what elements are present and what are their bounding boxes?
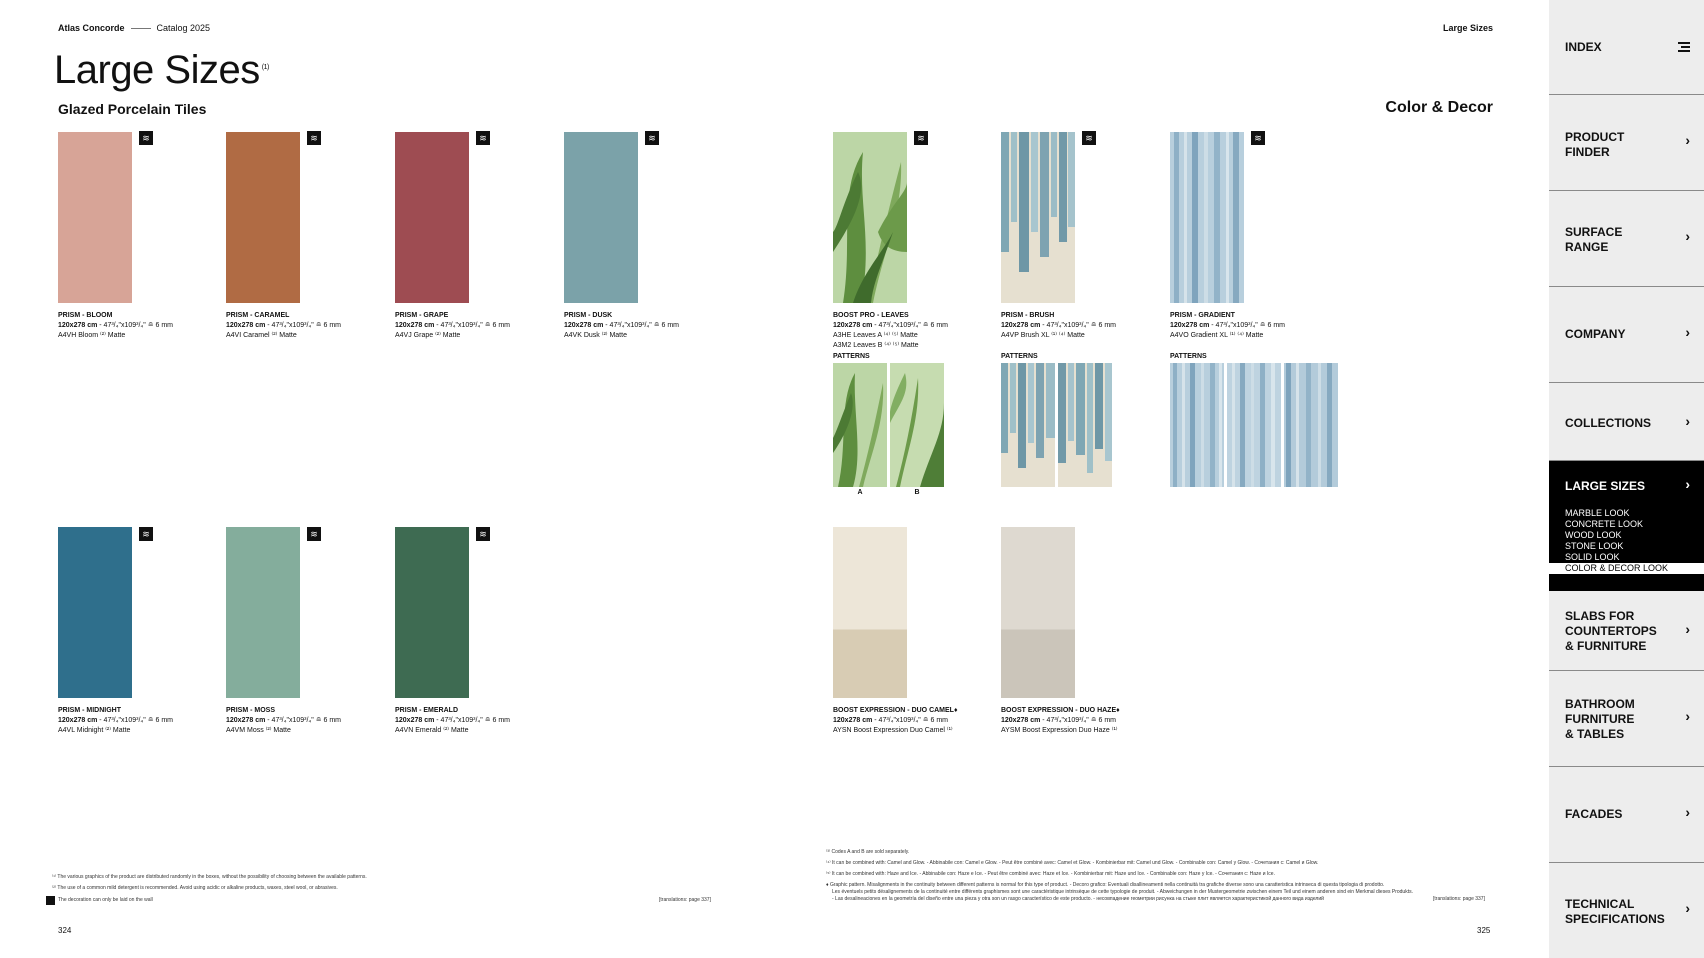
tile-code: A4VJ Grape ⁽²⁾ Matte (395, 332, 461, 339)
wall-decoration-icon: ≋ (476, 527, 490, 541)
tile-code: A4VK Dusk ⁽²⁾ Matte (564, 332, 627, 339)
sidebar-item-label: SLABS FOR COUNTERTOPS & FURNITURE (1565, 609, 1657, 653)
footnote: ⁽¹⁾ The various graphics of the product are distributed randomly in the boxes, without the possibility of choosing between the available patterns. (52, 874, 367, 880)
tile-swatch-brush[interactable] (1001, 132, 1075, 303)
pattern-leaves-a[interactable] (833, 363, 887, 487)
tile-swatch-gradient[interactable] (1170, 132, 1244, 303)
tile-name: BOOST EXPRESSION - DUO CAMEL♦ (833, 707, 958, 714)
tile-code-2: A3M2 Leaves B ⁽⁴⁾ ⁽⁵⁾ Matte (833, 342, 919, 349)
brand-header (58, 23, 210, 33)
chevron-right-icon: › (1685, 708, 1690, 724)
tile-size: 120x278 cm - 47³/₄"x109³/₄" ≘ 6 mm (1170, 322, 1286, 329)
sidebar-item-label: FACADES (1565, 807, 1623, 821)
tile-size: 120x278 cm - 47³/₄"x109³/₄" ≘ 6 mm (395, 717, 511, 724)
tile-swatch-moss[interactable] (226, 527, 300, 698)
sidebar-item-label: TECHNICAL SPECIFICATIONS (1565, 897, 1665, 926)
translations-note: [translations: page 337] (1433, 896, 1485, 902)
tile-size: 120x278 cm - 47³/₄"x109³/₄" ≘ 6 mm (1001, 717, 1117, 724)
wall-decoration-icon: ≋ (476, 131, 490, 145)
chevron-right-icon: › (1685, 132, 1690, 148)
page-subtitle: Glazed Porcelain Tiles (58, 101, 207, 117)
tile-size: 120x278 cm - 47³/₄"x109³/₄" ≘ 6 mm (226, 322, 342, 329)
wall-decoration-icon: ≋ (1251, 131, 1265, 145)
pattern-letter-b: B (914, 489, 920, 496)
menu-icon[interactable] (1678, 42, 1690, 54)
subnav-stone-look[interactable]: STONE LOOK (1565, 541, 1624, 551)
subnav-marble-look[interactable]: MARBLE LOOK (1565, 508, 1630, 518)
chevron-right-icon: › (1685, 900, 1690, 916)
tile-swatch-caramel[interactable] (226, 132, 300, 303)
pattern-gradient-1[interactable] (1170, 363, 1224, 487)
chevron-right-icon: › (1685, 476, 1690, 492)
tile-size: 120x278 cm - 47³/₄"x109³/₄" ≘ 6 mm (833, 717, 949, 724)
wall-decoration-icon: ≋ (307, 527, 321, 541)
patterns-label: PATTERNS (833, 353, 870, 360)
pattern-letter-a: A (857, 489, 863, 496)
footnote: Les éventuels petits désalignements de la continuité entre différents graphismes sont une caractéristique intrinsèque de cette typologie de produit. - Abweichungen in der Mustergeometrie zwischen einem Teil und einem anderen sind ein Merkmal dieses Produkts. (832, 889, 1413, 895)
tile-swatch-duo-camel[interactable] (833, 527, 907, 698)
sidebar-item-company[interactable] (1549, 287, 1704, 383)
tile-name: BOOST PRO - LEAVES (833, 312, 909, 319)
tile-size: 120x278 cm - 47³/₄"x109³/₄" ≘ 6 mm (395, 322, 511, 329)
catalog-label: Catalog 2025 (156, 23, 211, 33)
tile-code: A4VP Brush XL ⁽¹⁾ ⁽⁴⁾ Matte (1001, 332, 1085, 339)
tile-swatch-dusk[interactable] (564, 132, 638, 303)
tile-size: 120x278 cm - 47³/₄"x109³/₄" ≘ 6 mm (1001, 322, 1117, 329)
tile-name: PRISM - BRUSH (1001, 312, 1055, 319)
footnote: ♦ Graphic pattern. Misalignments in the continuity between different patterns is normal for this type of product. - Decoro grafico: Eventuali disallineamenti nella continuità tra grafiche diverse sono una caratteristica intrinseca di questa tipologia di prodotto. (826, 882, 1385, 888)
tile-caption (58, 706, 173, 736)
tile-size: 120x278 cm - 47³/₄"x109³/₄" ≘ 6 mm (58, 322, 174, 329)
wall-decoration-icon: ≋ (1082, 131, 1096, 145)
leaves-image (833, 132, 907, 303)
pattern-gradient-3[interactable] (1284, 363, 1338, 487)
chevron-right-icon: › (1685, 413, 1690, 429)
patterns-label: PATTERNS (1170, 353, 1207, 360)
tile-swatch-leaves[interactable] (833, 132, 907, 303)
sidebar-item-index[interactable] (1549, 0, 1704, 95)
chevron-right-icon: › (1685, 804, 1690, 820)
sidebar-item-slabs[interactable] (1549, 591, 1704, 671)
brush-image (1001, 132, 1075, 303)
tile-size: 120x278 cm - 47³/₄"x109³/₄" ≘ 6 mm (833, 322, 949, 329)
sidebar-item-label: SURFACE RANGE (1565, 225, 1623, 254)
tile-code: A4VI Caramel ⁽²⁾ Matte (226, 332, 297, 339)
sidebar-item-collections[interactable] (1549, 383, 1704, 461)
tile-code: A4VN Emerald ⁽²⁾ Matte (395, 727, 469, 734)
footnote: ⁽⁴⁾ It can be combined with: Camel and Glow. - Abbinabile con: Camel e Glow. - Peut être combiné avec: Camel et Glow. - Kombinierbar mit: Camel und Glow. - Combinable con: Camel y Glow. - Сочетания с: Camel и Glow. (826, 860, 1319, 866)
tile-swatch-duo-haze[interactable] (1001, 527, 1075, 698)
pattern-brush-1[interactable] (1001, 363, 1055, 487)
tile-caption (58, 311, 173, 341)
subnav-wood-look[interactable]: WOOD LOOK (1565, 530, 1622, 540)
tile-caption (1001, 706, 1120, 736)
color-decor-title: Color & Decor (1385, 99, 1493, 116)
sidebar-item-label: COMPANY (1565, 327, 1626, 341)
title-text: Large Sizes (54, 48, 260, 92)
wall-decoration-icon: ≋ (139, 131, 153, 145)
tile-name: PRISM - GRAPE (395, 312, 449, 319)
footnote: ⁽³⁾ Codes A and B are sold separately. (826, 849, 910, 855)
sidebar-item-surface-range[interactable] (1549, 191, 1704, 287)
tile-caption (1001, 311, 1116, 341)
tile-caption (1170, 311, 1285, 341)
pattern-gradient-2[interactable] (1227, 363, 1281, 487)
sidebar-item-bathroom-furniture[interactable] (1549, 671, 1704, 767)
tile-caption (833, 706, 958, 736)
wall-decoration-icon: ≋ (307, 131, 321, 145)
wall-decoration-icon: ≋ (139, 527, 153, 541)
sidebar-item-product-finder[interactable] (1549, 95, 1704, 191)
tile-caption (226, 706, 341, 736)
subnav-solid-look[interactable]: SOLID LOOK (1565, 552, 1620, 562)
tile-swatch-grape[interactable] (395, 132, 469, 303)
header-dash (131, 28, 151, 29)
tile-code: A4VH Bloom ⁽²⁾ Matte (58, 332, 126, 339)
tile-swatch-bloom[interactable] (58, 132, 132, 303)
tile-caption (226, 311, 341, 341)
sidebar-item-label: COLLECTIONS (1565, 416, 1651, 430)
footnote: - Las desalineaciones en la geometría del diseño entre una pieza y otra son un rasgo característico de este producto. - несовпадение геометрии рисунка на стыке плит является характеристикой данного вида изделий (832, 896, 1324, 902)
tile-caption (395, 706, 510, 736)
tile-caption (833, 311, 948, 351)
tile-caption (564, 311, 679, 341)
sidebar-item-label: LARGE SIZES (1565, 479, 1646, 493)
wall-decoration-icon: ≋ (914, 131, 928, 145)
tile-name: PRISM - MIDNIGHT (58, 707, 121, 714)
tile-name: PRISM - MOSS (226, 707, 276, 714)
chevron-right-icon: › (1685, 324, 1690, 340)
tile-code: AYSM Boost Expression Duo Haze ⁽¹⁾ (1001, 727, 1118, 734)
tile-name: PRISM - CARAMEL (226, 312, 290, 319)
footnote: ⁽²⁾ The use of a common mild detergent is recommended. Avoid using acidic or alkaline products, waxes, steel wool, or abrasives. (52, 885, 338, 891)
tile-code: A4VO Gradient XL ⁽¹⁾ ⁽⁴⁾ Matte (1170, 332, 1264, 339)
tile-code: AYSN Boost Expression Duo Camel ⁽¹⁾ (833, 727, 953, 734)
tile-size: 120x278 cm - 47³/₄"x109³/₄" ≘ 6 mm (226, 717, 342, 724)
footnote: ⁽⁵⁾ It can be combined with: Haze and Ice. - Abbinabile con: Haze e Ice. - Peut être combiné avec: Haze et Ice. - Kombinierbar mit: Haze und Ice. - Combinable con: Haze y Ice. - Сочетания с: Haze и Ice. (826, 871, 1275, 877)
tile-name: PRISM - GRADIENT (1170, 312, 1235, 319)
tile-code: A4VM Moss ⁽²⁾ Matte (226, 727, 291, 734)
page-number-right: 325 (1477, 926, 1491, 935)
pattern-leaves-b[interactable] (890, 363, 944, 487)
tile-code: A3HE Leaves A ⁽⁴⁾ ⁽⁵⁾ Matte (833, 332, 918, 339)
wall-decoration-icon: ≋ (645, 131, 659, 145)
sidebar-item-large-sizes[interactable] (1549, 461, 1704, 591)
chevron-right-icon: › (1685, 621, 1690, 637)
footnote: The decoration can only be laid on the wall (58, 897, 153, 903)
subnav-color-decor-look[interactable]: COLOR & DECOR LOOK (1549, 563, 1704, 574)
tile-swatch-midnight[interactable] (58, 527, 132, 698)
patterns-label: PATTERNS (1001, 353, 1038, 360)
tile-size: 120x278 cm - 47³/₄"x109³/₄" ≘ 6 mm (58, 717, 174, 724)
tile-name: PRISM - BLOOM (58, 312, 113, 319)
translations-note: [translations: page 337] (659, 897, 711, 903)
tile-name: PRISM - EMERALD (395, 707, 458, 714)
tile-name: BOOST EXPRESSION - DUO HAZE♦ (1001, 707, 1120, 714)
sidebar-item-label: BATHROOM FURNITURE & TABLES (1565, 697, 1635, 741)
wall-decoration-icon (46, 896, 55, 905)
tile-swatch-emerald[interactable] (395, 527, 469, 698)
sidebar-item-label: INDEX (1565, 40, 1602, 54)
gradient-image (1170, 132, 1244, 303)
pattern-brush-2[interactable] (1058, 363, 1112, 487)
sidebar-item-technical-specs[interactable] (1549, 863, 1704, 958)
page-title (54, 48, 269, 93)
title-note: (1) (261, 64, 269, 71)
tile-code: A4VL Midnight ⁽²⁾ Matte (58, 727, 131, 734)
chevron-right-icon: › (1685, 228, 1690, 244)
subnav-concrete-look[interactable]: CONCRETE LOOK (1565, 519, 1644, 529)
section-label: Large Sizes (1442, 23, 1493, 33)
page-number-left: 324 (58, 926, 72, 935)
sidebar-item-facades[interactable] (1549, 767, 1704, 863)
tile-name: PRISM - DUSK (564, 312, 613, 319)
sidebar-item-label: PRODUCT FINDER (1565, 130, 1625, 159)
tile-size: 120x278 cm - 47³/₄"x109³/₄" ≘ 6 mm (564, 322, 680, 329)
tile-caption (395, 311, 510, 341)
brand-name: Atlas Concorde (58, 23, 125, 33)
sidebar-nav (1549, 0, 1704, 958)
